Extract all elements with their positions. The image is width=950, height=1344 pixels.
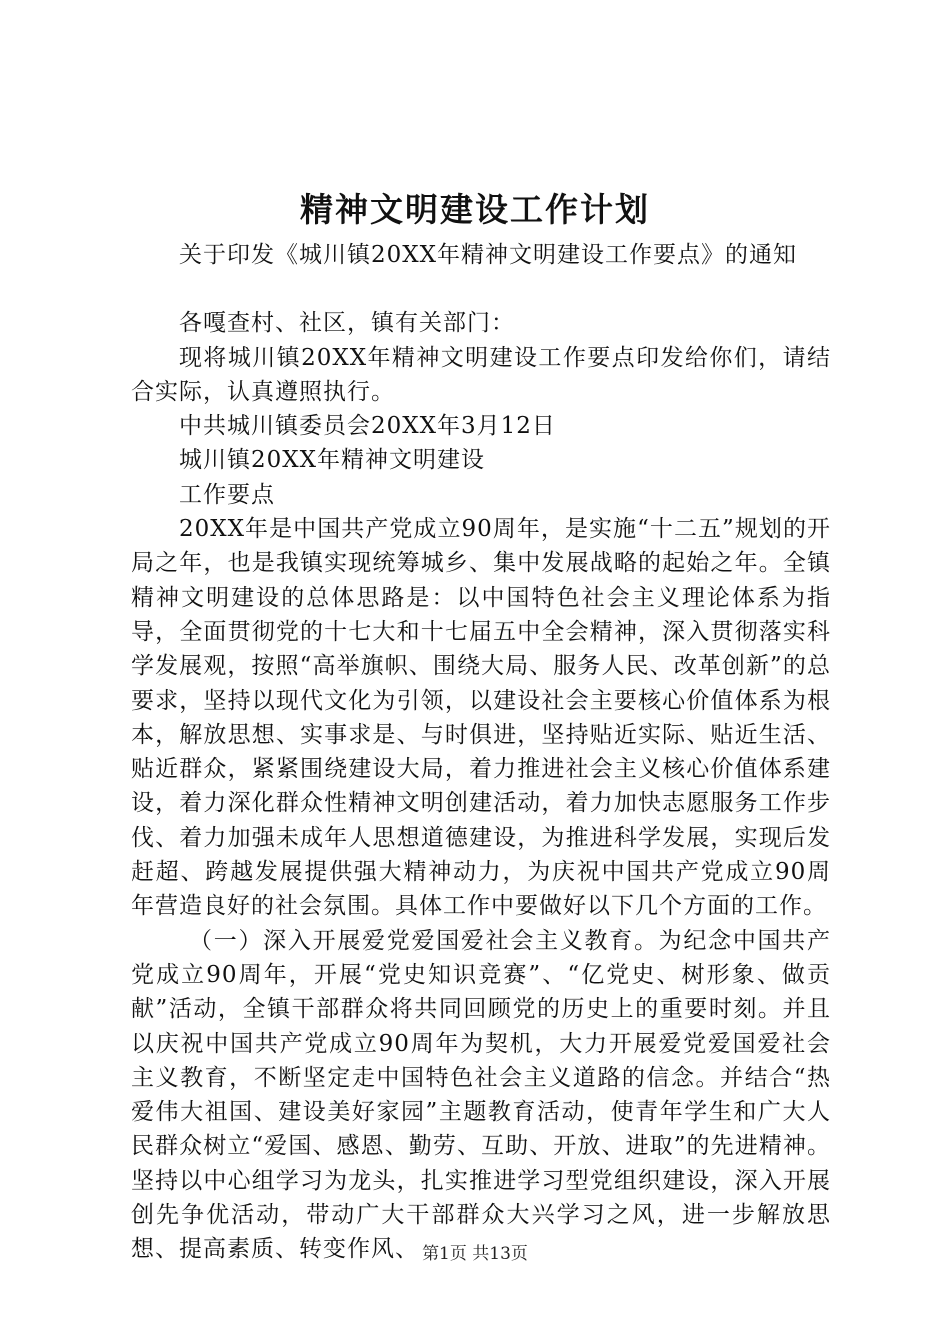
notice-title: 关于印发《城川镇20XX年精神文明建设工作要点》的通知 [179, 242, 798, 268]
issuer-date: 中共城川镇委员会20XX年3月12日 [179, 413, 556, 440]
blank-line [131, 272, 831, 306]
page-footer: 第1页 共13页 [422, 1244, 528, 1264]
instruction-paragraph: 现将城川镇20XX年精神文明建设工作要点印发给你们，请结合实际，认真遵照执行。 [131, 344, 831, 405]
subtitle-line-2: 工作要点 [179, 481, 275, 508]
subtitle-line-1: 城川镇20XX年精神文明建设 [179, 447, 486, 474]
body-paragraph-2: （一）深入开展爱党爱国爱社会主义教育。为纪念中国共产党成立90周年，开展“党史知识竞赛”、“亿党史、树形象、做贡献”活动，全镇干部群众将共同回顾党的历史上的重要时刻。并且以庆祝中国共产党成立90周年为契机，大力开展爱党爱国爱社会主义教育，不断坚定走中国特色社会主义道路的信念。并结合“热爱伟大祖国、建设美好家园”主题教育活动，使青年学生和广大人民群众树立“爱国、感恩、勤劳、互助、开放、进取”的先进精神。坚持以中心组学习为龙头，扎实推进学习型党组织建设，深入开展创先争优活动，带动广大干部群众大兴学习之风，进一步解放思想、提高素质、转变作风、 [131, 927, 831, 1263]
body-paragraph-1: 20XX年是中国共产党成立90周年，是实施“十二五”规划的开局之年，也是我镇实现统筹城乡、集中发展战略的起始之年。全镇精神文明建设的总体思路是：以中国特色社会主义理论体系为指导，全面贯彻党的十七大和十七届五中全会精神，深入贯彻落实科学发展观，按照“高举旗帜、围绕大局、服务人民、改革创新”的总要求，坚持以现代文化为引领，以建设社会主要核心价值体系为根本，解放思想、实事求是、与时俱进，坚持贴近实际、贴近生活、贴近群众，紧紧围绕建设大局，着力推进社会主义核心价值体系建设，着力深化群众性精神文明创建活动，着力加快志愿服务工作步伐、着力加强未成年人思想道德建设，为推进科学发展，实现后发赶超、跨越发展提供强大精神动力，为庆祝中国共产党成立90周年营造良好的社会氛围。具体工作中要做好以下几个方面的工作。 [131, 516, 831, 920]
document-title: 精神文明建设工作计划 [300, 190, 650, 229]
salutation: 各嘎查村、社区，镇有关部门： [179, 310, 515, 337]
document-body [131, 238, 831, 1267]
